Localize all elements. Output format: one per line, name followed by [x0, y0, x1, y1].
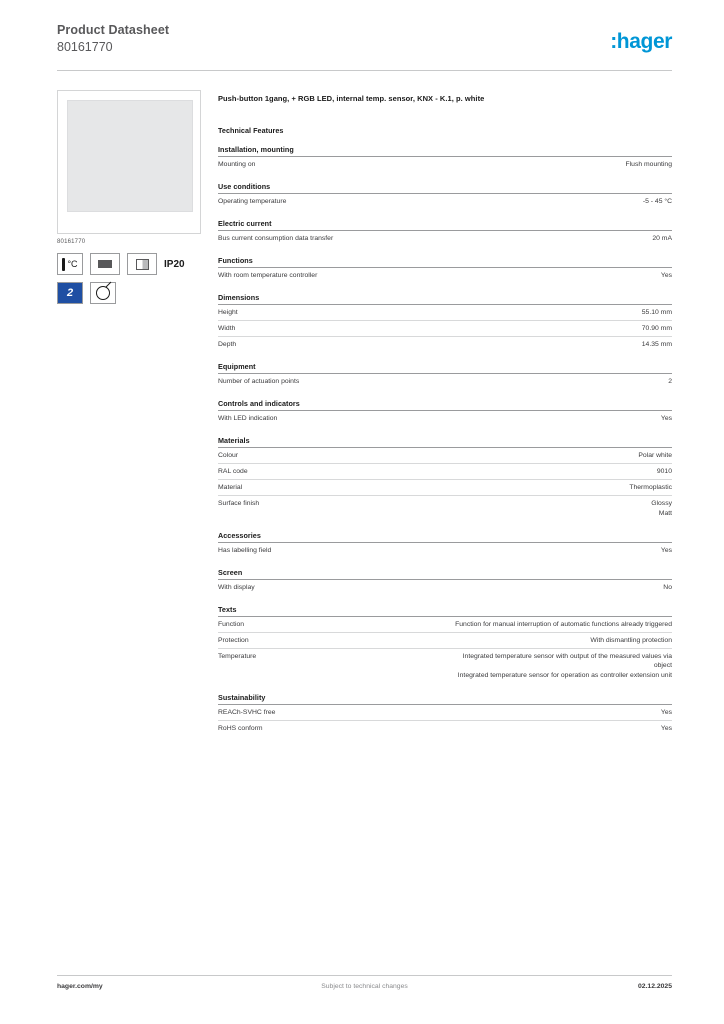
table-row: [218, 480, 672, 496]
spec-key: RoHS conform: [218, 724, 263, 732]
spec-section-title: Accessories: [218, 530, 261, 540]
spec-key: RAL code: [218, 464, 454, 480]
product-image-caption: 80161770: [57, 239, 86, 245]
table-row: [218, 411, 672, 426]
energy-class-label: 2: [58, 283, 82, 303]
spec-key: With LED indication: [218, 415, 278, 422]
document-header: [57, 22, 672, 64]
product-description: Push-button 1gang, + RGB LED, internal temp. sensor, KNX - K.1, p. white: [218, 94, 485, 103]
spec-value: 9010: [454, 464, 672, 480]
spec-key: Width: [218, 321, 454, 337]
spec-section-title: Dimensions: [218, 293, 260, 302]
ip-rating-label: IP20: [164, 258, 185, 270]
table-row: [218, 157, 672, 172]
spec-section: [218, 362, 672, 389]
table-row: [218, 231, 672, 246]
spec-value: Glossy Matt: [651, 500, 672, 517]
spec-table: [218, 543, 672, 558]
spec-table: [218, 305, 672, 352]
spec-value: Yes: [454, 705, 672, 721]
spec-value: Function for manual interruption of automatic functions already triggered: [454, 617, 672, 633]
spec-key: Protection: [218, 632, 454, 648]
spec-key: Colour: [218, 448, 454, 464]
spec-section-title: Installation, mounting: [218, 145, 294, 154]
table-row: [218, 496, 672, 521]
spec-section: [218, 693, 672, 736]
table-row: [218, 194, 672, 209]
table-row: [218, 268, 672, 283]
spec-key: Surface finish: [218, 500, 260, 507]
spec-key: Operating temperature: [218, 198, 287, 205]
spec-value: Flush mounting: [625, 161, 672, 168]
spec-table: [218, 411, 672, 426]
table-row: [218, 374, 672, 389]
table-row: [218, 464, 672, 480]
pictogram-list: [57, 253, 209, 304]
table-row: [218, 705, 672, 721]
spec-table: [218, 617, 672, 683]
technical-features-title: Technical Features: [218, 126, 284, 135]
spec-key: Height: [218, 305, 454, 321]
table-row: [218, 448, 672, 464]
temperature-sensor-icon: °C: [57, 253, 83, 275]
spec-key: Mounting on: [218, 161, 256, 168]
spec-section-title: Screen: [218, 567, 243, 577]
footer-site-link[interactable]: hager.com/my: [57, 983, 103, 990]
spec-section-title: Texts: [218, 604, 237, 614]
spec-section-title: Controls and indicators: [218, 399, 300, 408]
table-row: [218, 720, 672, 736]
spec-section: [218, 293, 672, 352]
table-row: [218, 617, 672, 633]
document-footer: [57, 983, 672, 995]
spec-value: Thermoplastic: [454, 480, 672, 496]
spec-value: Polar white: [454, 448, 672, 464]
spec-value: 2: [668, 378, 672, 385]
spec-section-title: Functions: [218, 256, 253, 265]
table-row: [218, 305, 672, 321]
footer-divider: [57, 975, 672, 976]
spec-section: [218, 568, 672, 595]
spec-value: -5 - 45 °C: [642, 198, 672, 205]
table-row: [218, 632, 672, 648]
spec-section: [218, 531, 672, 558]
spec-value: No: [663, 583, 672, 591]
table-row: [218, 648, 672, 683]
footer-date: 02.12.2025: [637, 983, 672, 990]
spec-table: [218, 231, 672, 246]
spec-table: [218, 268, 672, 283]
specifications-column: [218, 93, 672, 745]
spec-section: [218, 605, 672, 683]
product-image-inner: [67, 100, 193, 212]
spec-table: [218, 157, 672, 172]
recycling-icon: [90, 282, 116, 304]
spec-table: [218, 705, 672, 736]
spec-key: With display: [218, 583, 255, 591]
spec-section-title: Electric current: [218, 219, 272, 228]
spec-table: [218, 580, 672, 595]
table-row: [218, 580, 672, 595]
spec-section: [218, 182, 672, 209]
table-row: [218, 321, 672, 337]
flush-mounting-icon: [127, 253, 157, 275]
footer-note: Subject to technical changes: [321, 983, 408, 990]
spec-key: Material: [218, 480, 454, 496]
spec-section: [218, 219, 672, 246]
spec-section-title: Materials: [218, 436, 250, 445]
spec-key: With room temperature controller: [218, 272, 318, 279]
spec-section: [218, 436, 672, 521]
product-reference: 80161770: [57, 40, 113, 54]
spec-table: [218, 374, 672, 389]
table-row: [218, 337, 672, 353]
spec-key: Temperature: [218, 652, 257, 660]
spec-section-title: Equipment: [218, 362, 256, 371]
spec-table: [218, 194, 672, 209]
spec-section: [218, 399, 672, 426]
spec-section: [218, 145, 672, 172]
spec-value: Integrated temperature sensor with output of the measured values via object Integrated temperature sensor for operation as controller extension unit: [457, 652, 672, 679]
energy-class-icon: [57, 282, 83, 304]
spec-value: 55.10 mm: [454, 305, 672, 321]
spec-section-title: Use conditions: [218, 182, 271, 191]
spec-value: Yes: [660, 272, 672, 279]
product-image: [57, 90, 201, 234]
product-media-column: [57, 90, 203, 304]
spec-value: Yes: [660, 546, 672, 554]
ip-rating-icon: [164, 253, 194, 275]
spec-section-title: Sustainability: [218, 692, 266, 702]
spec-key: Depth: [218, 341, 237, 348]
spec-section: [218, 256, 672, 283]
spec-key: Bus current consumption data transfer: [218, 235, 334, 242]
page-title: Product Datasheet: [57, 23, 170, 37]
spec-value: 70.90 mm: [454, 321, 672, 337]
spec-table: [218, 448, 672, 521]
spec-sections: [218, 145, 672, 736]
spec-key: REACh-SVHC free: [218, 705, 454, 721]
hager-logo: :hager: [610, 30, 672, 53]
spec-value: Yes: [660, 724, 672, 732]
knx-icon: [90, 253, 120, 275]
spec-key: Number of actuation points: [218, 378, 300, 385]
header-divider: [57, 70, 672, 71]
spec-key: Function: [218, 617, 454, 633]
table-row: [218, 543, 672, 558]
spec-value: 20 mA: [652, 235, 672, 242]
spec-value: 14.35 mm: [641, 341, 672, 348]
spec-value: Yes: [660, 415, 672, 422]
spec-key: Has labelling field: [218, 546, 272, 554]
spec-value: With dismantling protection: [454, 632, 672, 648]
